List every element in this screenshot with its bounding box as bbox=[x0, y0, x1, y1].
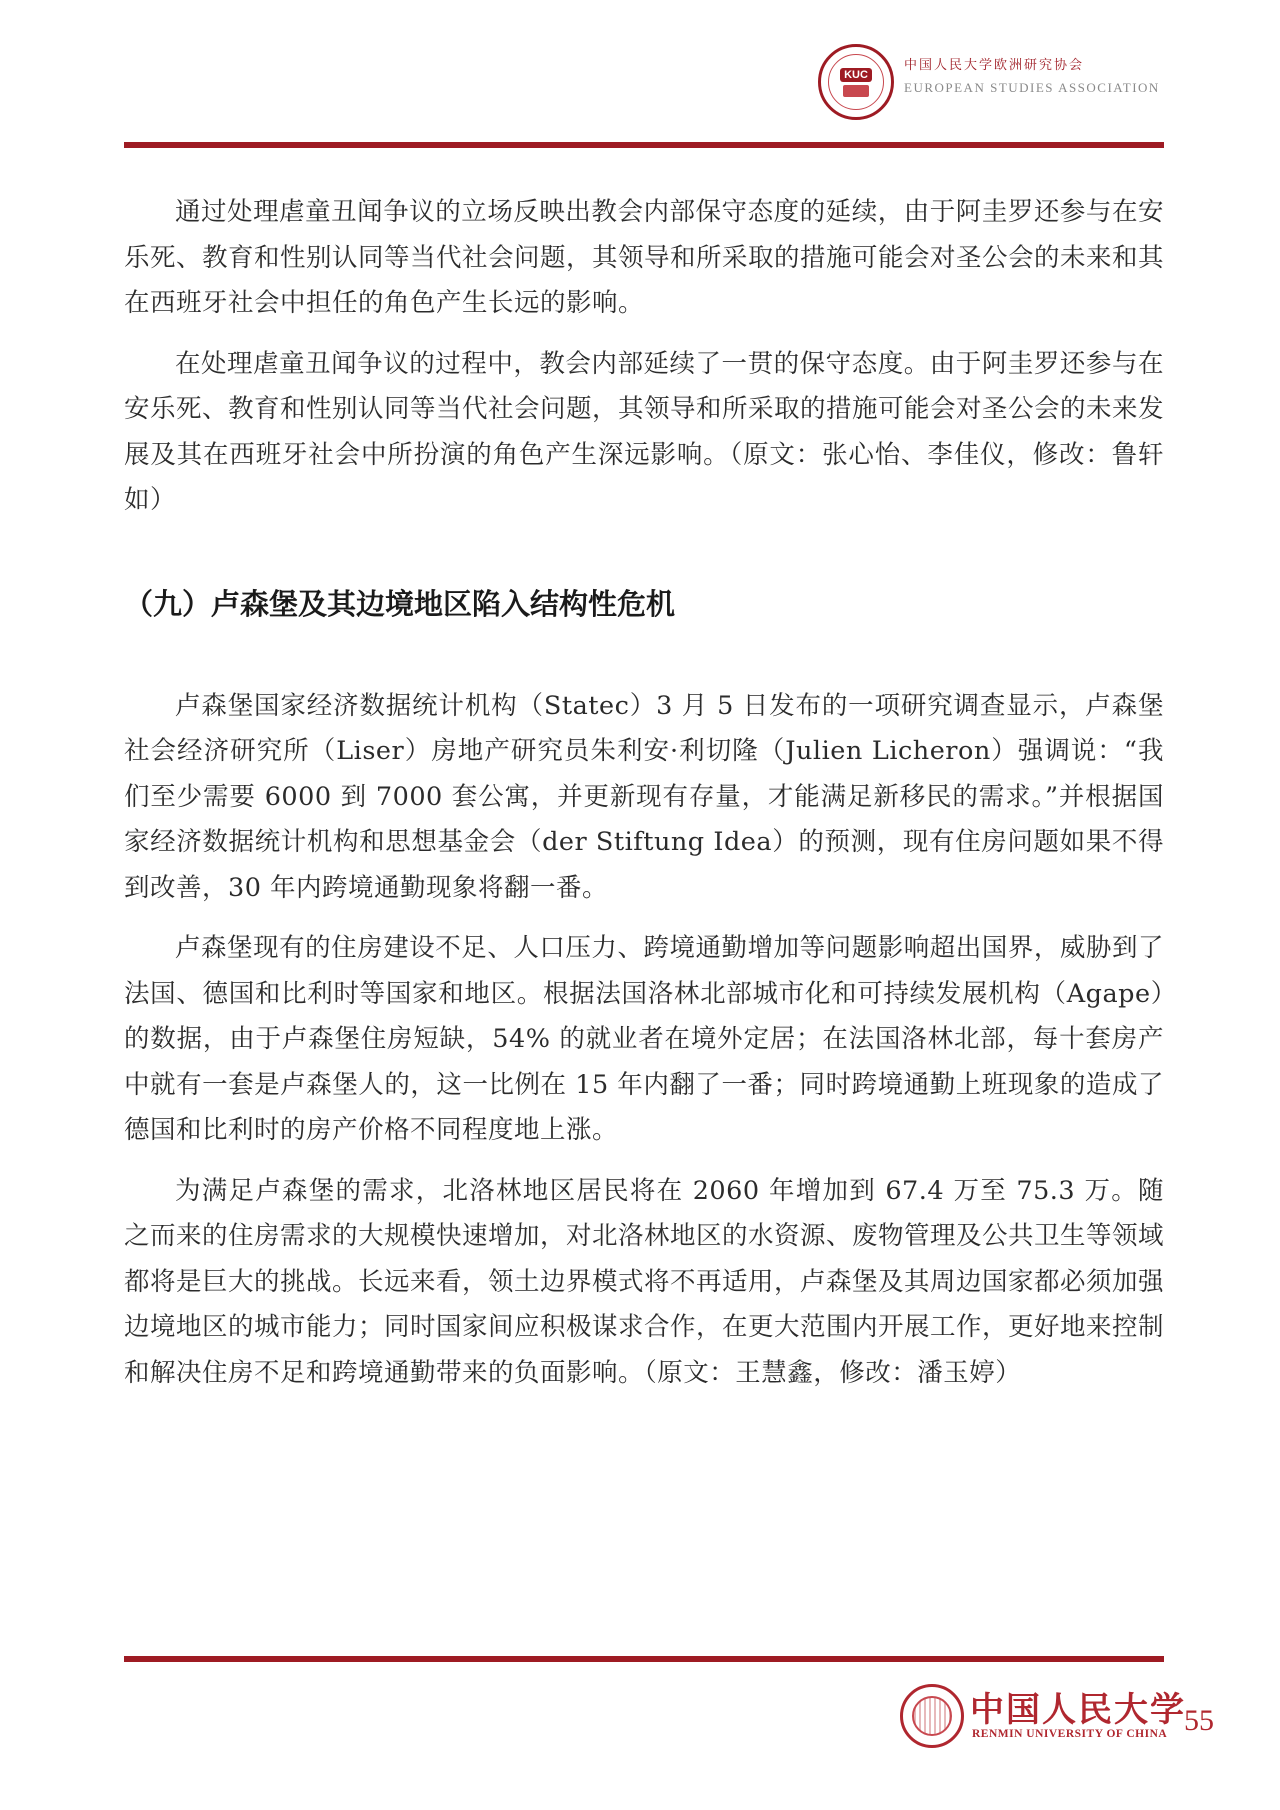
book-icon bbox=[843, 85, 869, 97]
page-number: 55 bbox=[1184, 1704, 1214, 1737]
header-divider bbox=[124, 142, 1164, 148]
association-name-cn: 中国人民大学欧洲研究协会 bbox=[904, 58, 1085, 73]
university-seal-inner bbox=[912, 1696, 952, 1736]
paragraph: 卢森堡现有的住房建设不足、人口压力、跨境通勤增加等问题影响超出国界，威胁到了法国、德国和比利时等国家和地区。根据法国洛林北部城市化和可持续发展机构（Agape）的数据，由于卢森堡住房短缺，54% 的就业者在境外定居；在法国洛林北部，每十套房产中就有一套是卢森堡人的，这一比例在 15 年内翻了一番；同时跨境通勤上班现象的造成了德国和比利时的房产价格不同程度地上涨。 bbox=[124, 933, 1164, 1145]
page-header bbox=[0, 0, 1280, 150]
paragraph: 为满足卢森堡的需求，北洛林地区居民将在 2060 年增加到 67.4 万至 75.3 万。随之而来的住房需求的大规模快速增加，对北洛林地区的水资源、废物管理及公共卫生等领域都将是巨大的挑战。长远来看，领土边界模式将不再适用，卢森堡及其周边国家都必须加强边境地区的城市能力；同时国家间应积极谋求合作，在更大范围内开展工作，更好地来控制和解决住房不足和跨境通勤带来的负面影响。（原文：王慧鑫，修改：潘玉婷） bbox=[124, 1175, 1165, 1388]
paragraph: 卢森堡国家经济数据统计机构（Statec）3 月 5 日发布的一项研究调查显示，卢森堡社会经济研究所（Liser）房地产研究员朱利安·利切隆（Julien Licheron）强调说：“我们至少需要 6000 到 7000 套公寓，并更新现有存量，才能满足新移民的需求。”并根据国家经济数据统计机构和思想基金会（der Stiftung Idea）的预测，现有住房问题如果不得到改善，30 年内跨境通勤现象将翻一番。 bbox=[124, 690, 1164, 903]
paragraph: 在处理虐童丑闻争议的过程中，教会内部延续了一贯的保守态度。由于阿圭罗还参与在安乐死、教育和性别认同等当代社会问题，其领导和所采取的措施可能会对圣公会的未来发展及其在西班牙社会中所扮演的角色产生深远影响。（原文：张心怡、李佳仪，修改：鲁轩如） bbox=[124, 348, 1165, 515]
university-seal-icon bbox=[900, 1684, 964, 1748]
university-name-cn: 中国人民大学 bbox=[970, 1690, 1186, 1730]
article-body bbox=[124, 190, 1164, 1396]
association-logo bbox=[818, 44, 894, 120]
paragraph: 通过处理虐童丑闻争议的立场反映出教会内部保守态度的延续，由于阿圭罗还参与在安乐死、教育和性别认同等当代社会问题，其领导和所采取的措施可能会对圣公会的未来和其在西班牙社会中担任的角色产生长远的影响。 bbox=[124, 197, 1165, 318]
association-name-en: EUROPEAN STUDIES ASSOCIATION bbox=[904, 80, 1160, 95]
footer-divider bbox=[124, 1656, 1164, 1662]
section-heading: （九）卢森堡及其边境地区陷入结构性危机 bbox=[124, 586, 676, 621]
university-name-en: RENMIN UNIVERSITY OF CHINA bbox=[972, 1728, 1168, 1740]
association-logo-inner bbox=[828, 54, 884, 110]
association-logo-badge: KUC bbox=[840, 68, 872, 82]
